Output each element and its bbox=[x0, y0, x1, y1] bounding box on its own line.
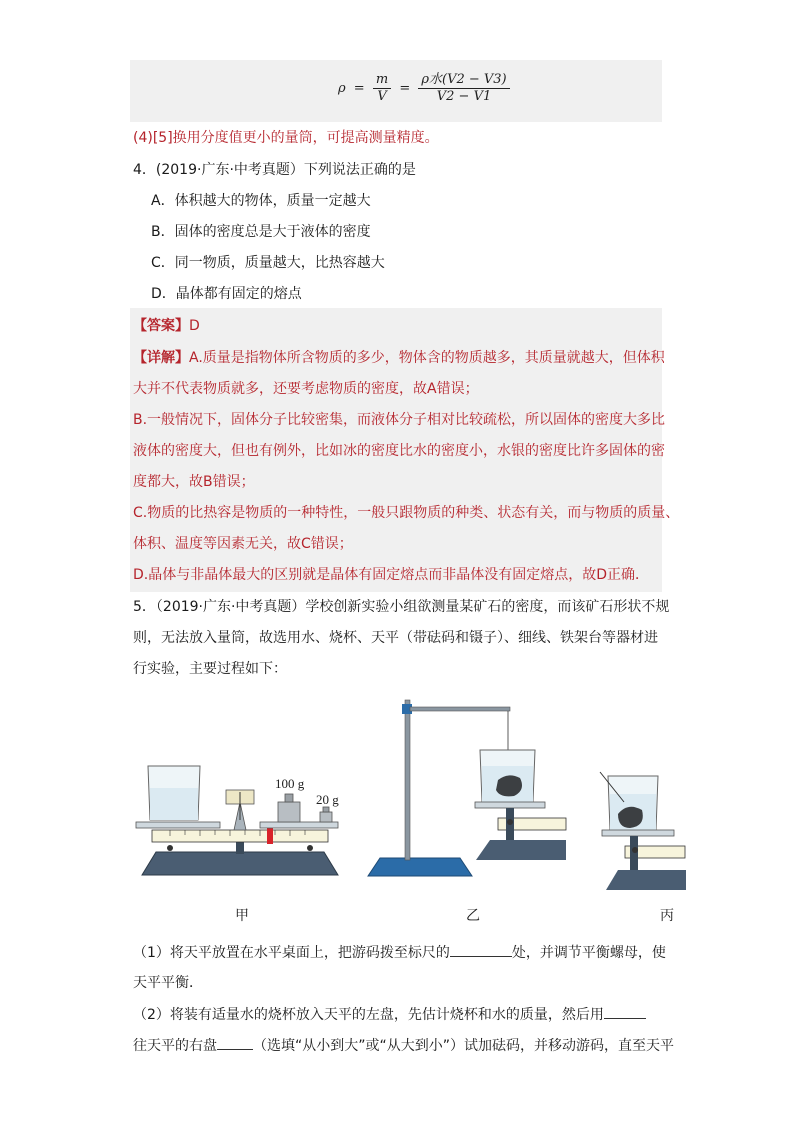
q4-option-b: B．固体的密度总是大于液体的密度 bbox=[151, 224, 371, 240]
figure-label-yi: 乙 bbox=[466, 908, 480, 924]
detail-tag: 【详解】 bbox=[133, 350, 189, 366]
answer-4-5: (4)[5]换用分度值更小的量筒，可提高测量精度。 bbox=[133, 130, 439, 146]
q4-detail-line-5: 度都大，故B错误； bbox=[133, 474, 255, 490]
weight-100g-label: 100 g bbox=[275, 776, 305, 791]
answer-blank[interactable] bbox=[604, 1004, 646, 1019]
formula-eq: = bbox=[353, 81, 365, 96]
q4-option-d: D．晶体都有固定的熔点 bbox=[151, 286, 302, 302]
answer-blank[interactable] bbox=[450, 942, 512, 957]
q4-option-c: C．同一物质，质量越大，比热容越大 bbox=[151, 255, 385, 271]
q4-detail-line-6: C.物质的比热容是物质的一种特性，一般只跟物质的种类、状态有关，而与物质的质量、 bbox=[133, 505, 680, 521]
q5-part2-line-1: （2）将装有适量水的烧杯放入天平的左盘，先估计烧杯和水的质量，然后用 bbox=[133, 1004, 646, 1025]
q4-detail-line-4: 液体的密度大，但也有例外，比如冰的密度比水的密度小，水银的密度比许多固体的密 bbox=[133, 443, 665, 459]
experiment-figure bbox=[130, 690, 690, 900]
q4-answer bbox=[133, 316, 200, 336]
q4-detail-line-1: 【详解】A.质量是指物体所含物质的多少，物体含的物质越多，其质量就越大，但体积 bbox=[133, 350, 665, 366]
figure-label-bing: 丙 bbox=[660, 908, 674, 924]
q5-part2-line-2: 往天平的右盘 （选填“从小到大”或“从大到小”）试加砝码，并移动游码，直至天平 bbox=[133, 1035, 674, 1056]
answer-tag: 【答案】 bbox=[133, 318, 189, 334]
fraction-m-over-v: $\frac{m}{V}$ bbox=[373, 72, 391, 105]
q5-stem-line-3: 行实验，主要过程如下： bbox=[133, 661, 287, 677]
q5-stem-line-1: 5．（2019·广东·中考真题）学校创新实验小组欲测量某矿石的密度，而该矿石形状不规 bbox=[133, 599, 670, 615]
q4-detail-line-8: D.晶体与非晶体最大的区别就是晶体有固定熔点而非晶体没有固定熔点，故D正确． bbox=[133, 567, 650, 583]
q4-option-a: A．体积越大的物体，质量一定越大 bbox=[151, 193, 371, 209]
balance-bing bbox=[600, 772, 686, 890]
q5-part1-line-1: （1）将天平放置在水平桌面上，把游码拨至标尺的 处，并调节平衡螺母，使 bbox=[133, 942, 666, 963]
density-formula bbox=[338, 72, 510, 105]
q4-stem: 4．(2019·广东·中考真题）下列说法正确的是 bbox=[133, 162, 416, 178]
q4-detail-line-7: 体积、温度等因素无关，故C错误； bbox=[133, 536, 353, 552]
balance-jia bbox=[136, 766, 339, 875]
q5-part1-line-2: 天平平衡． bbox=[133, 975, 203, 991]
answer-value: D bbox=[189, 318, 200, 334]
answer-blank[interactable] bbox=[217, 1035, 253, 1050]
fraction-volume: $\frac{\text{ρ水(V2 − V3)}}{V2 - V1}$ bbox=[418, 72, 509, 105]
formula-lhs: ρ bbox=[338, 81, 346, 96]
q4-detail-line-2: 大并不代表物质就多，还要考虑物质的密度，故A错误； bbox=[133, 381, 479, 397]
q4-detail-line-3: B.一般情况下，固体分子比较密集，而液体分子相对比较疏松，所以固体的密度大多比 bbox=[133, 412, 666, 428]
formula-eq: = bbox=[399, 81, 411, 96]
balance-yi bbox=[475, 750, 566, 860]
q5-stem-line-2: 则，无法放入量筒，故选用水、烧杯、天平（带砝码和镊子）、细线、铁架台等器材进 bbox=[133, 630, 658, 646]
figure-label-jia: 甲 bbox=[235, 908, 249, 924]
weight-20g-label: 20 g bbox=[316, 792, 339, 807]
